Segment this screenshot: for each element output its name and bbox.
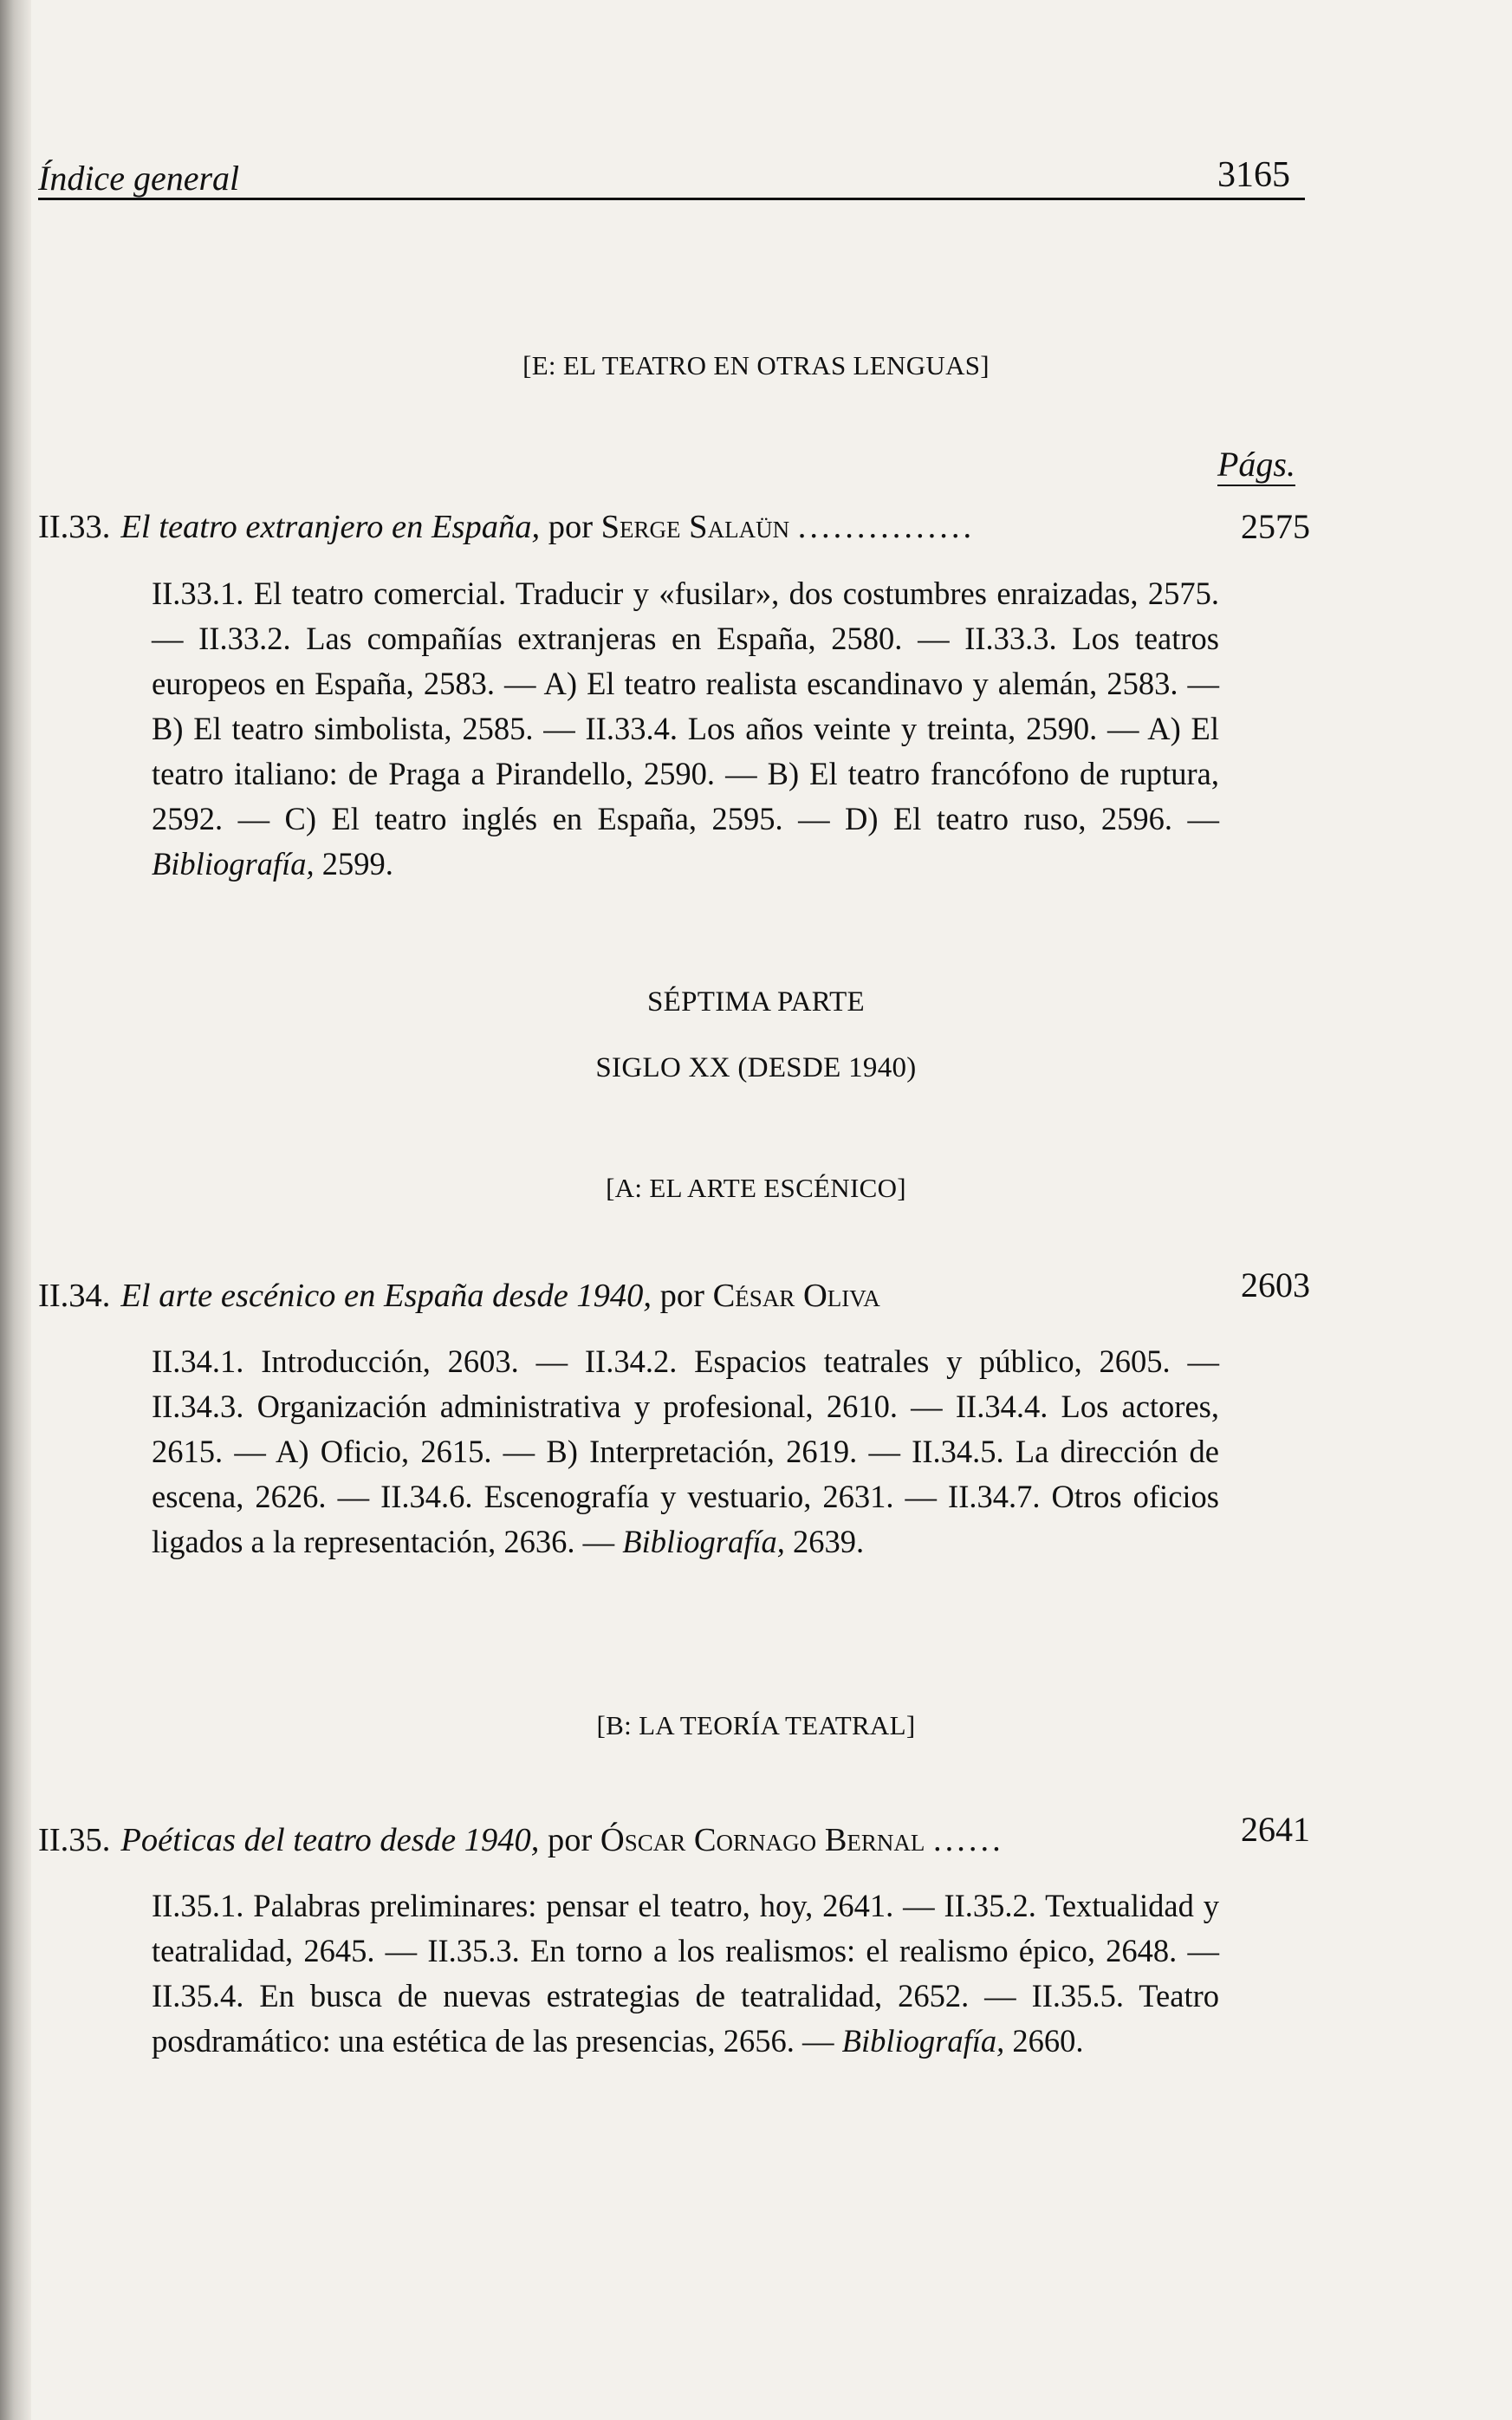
summary-end: 2599.: [314, 846, 393, 881]
entry-by: por: [548, 509, 594, 545]
part-subtitle: SIGLO XX (DESDE 1940): [595, 1052, 917, 1083]
header-rule: [38, 198, 1305, 200]
entry-author: Serge Salaün: [600, 509, 790, 545]
summary-text: II.33.1. El teatro comercial. Traducir y «fusilar», dos costumbres enraizadas, 2575. — II.33.2. Las compañías extranjeras en España, 2580. — II.33.3. Los teatros europeos en España, 2583. — A) El teatro realista escandinavo y alemán, 2583. — B) El teatro simbolista, 2585. — II.33.4. Los años veinte y treinta, 2590. — A) El teatro italiano: de Praga a Pirandello, 2590. — B) El teatro francófono de ruptura, 2592. — C) El teatro inglés en España, 2595. — D) El teatro ruso, 2596. —: [152, 576, 1219, 836]
entry-author: Óscar Cornago Bernal: [600, 1822, 925, 1858]
page-number: 3165: [1217, 155, 1290, 195]
toc-entry-ii34[interactable]: [38, 1277, 1321, 1315]
summary-text: II.34.1. Introducción, 2603. — II.34.2. Espacios teatrales y público, 2605. — II.34.3. Organización administrativa y profesional, 2610. — II.34.4. Los actores, 2615. — A) Oficio, 2615. — B) Interpretación, 2619. — II.34.5. La dirección de escena, 2626. — II.34.6. Escenografía y vestuario, 2631. — II.34.7. Otros oficios ligados a la representación, 2636. —: [152, 1343, 1219, 1559]
summary-text: II.35.1. Palabras preliminares: pensar el teatro, hoy, 2641. — II.35.2. Textualidad y teatralidad, 2645. — II.35.3. En torno a los realismos: el realismo épico, 2648. — II.35.4. En busca de nuevas estrategias de teatralidad, 2652. — II.35.5. Teatro posdramático: una estética de las presencias, 2656. —: [152, 1888, 1219, 2059]
toc-entry-ii35[interactable]: [38, 1821, 1321, 1859]
entry-author: César Oliva: [712, 1278, 880, 1314]
dot-leader: ......: [932, 1822, 1004, 1858]
bibliography-label: Bibliografía,: [622, 1524, 785, 1559]
part-title: SÉPTIMA PARTE: [646, 986, 865, 1018]
entry-number: II.33.: [38, 509, 111, 545]
section-heading-other-languages: [E: EL TEATRO EN OTRAS LENGUAS]: [522, 350, 990, 381]
entry-title: Poéticas del teatro desde 1940,: [120, 1822, 540, 1858]
summary-end: 2660.: [1004, 2023, 1084, 2059]
entry-summary: [152, 1883, 1219, 2064]
section-heading-stage-art: [A: EL ARTE ESCÉNICO]: [606, 1173, 906, 1203]
bibliography-label: Bibliografía,: [841, 2023, 1005, 2059]
entry-summary: [152, 1339, 1219, 1565]
toc-entry-ii33[interactable]: [38, 508, 1321, 546]
section-heading-theatre-theory: [B: LA TEORÍA TEATRAL]: [596, 1710, 916, 1740]
dot-leader: ...............: [797, 509, 976, 545]
pags-column-label: Págs.: [1217, 446, 1295, 486]
summary-end: 2639.: [784, 1524, 865, 1559]
entry-page-number[interactable]: 2603: [1241, 1265, 1310, 1304]
entry-title: El arte escénico en España desde 1940,: [120, 1278, 652, 1314]
entry-summary: [152, 571, 1219, 887]
running-title: Índice general: [38, 159, 240, 198]
entry-number: II.35.: [38, 1822, 111, 1858]
entry-by: por: [659, 1278, 704, 1314]
entry-number: II.34.: [38, 1278, 111, 1314]
entry-title: El teatro extranjero en España,: [120, 509, 541, 545]
entry-by: por: [547, 1822, 593, 1858]
bibliography-label: Bibliografía,: [152, 846, 315, 881]
entry-page-number[interactable]: 2575: [1241, 507, 1310, 546]
entry-page-number[interactable]: 2641: [1241, 1810, 1310, 1849]
